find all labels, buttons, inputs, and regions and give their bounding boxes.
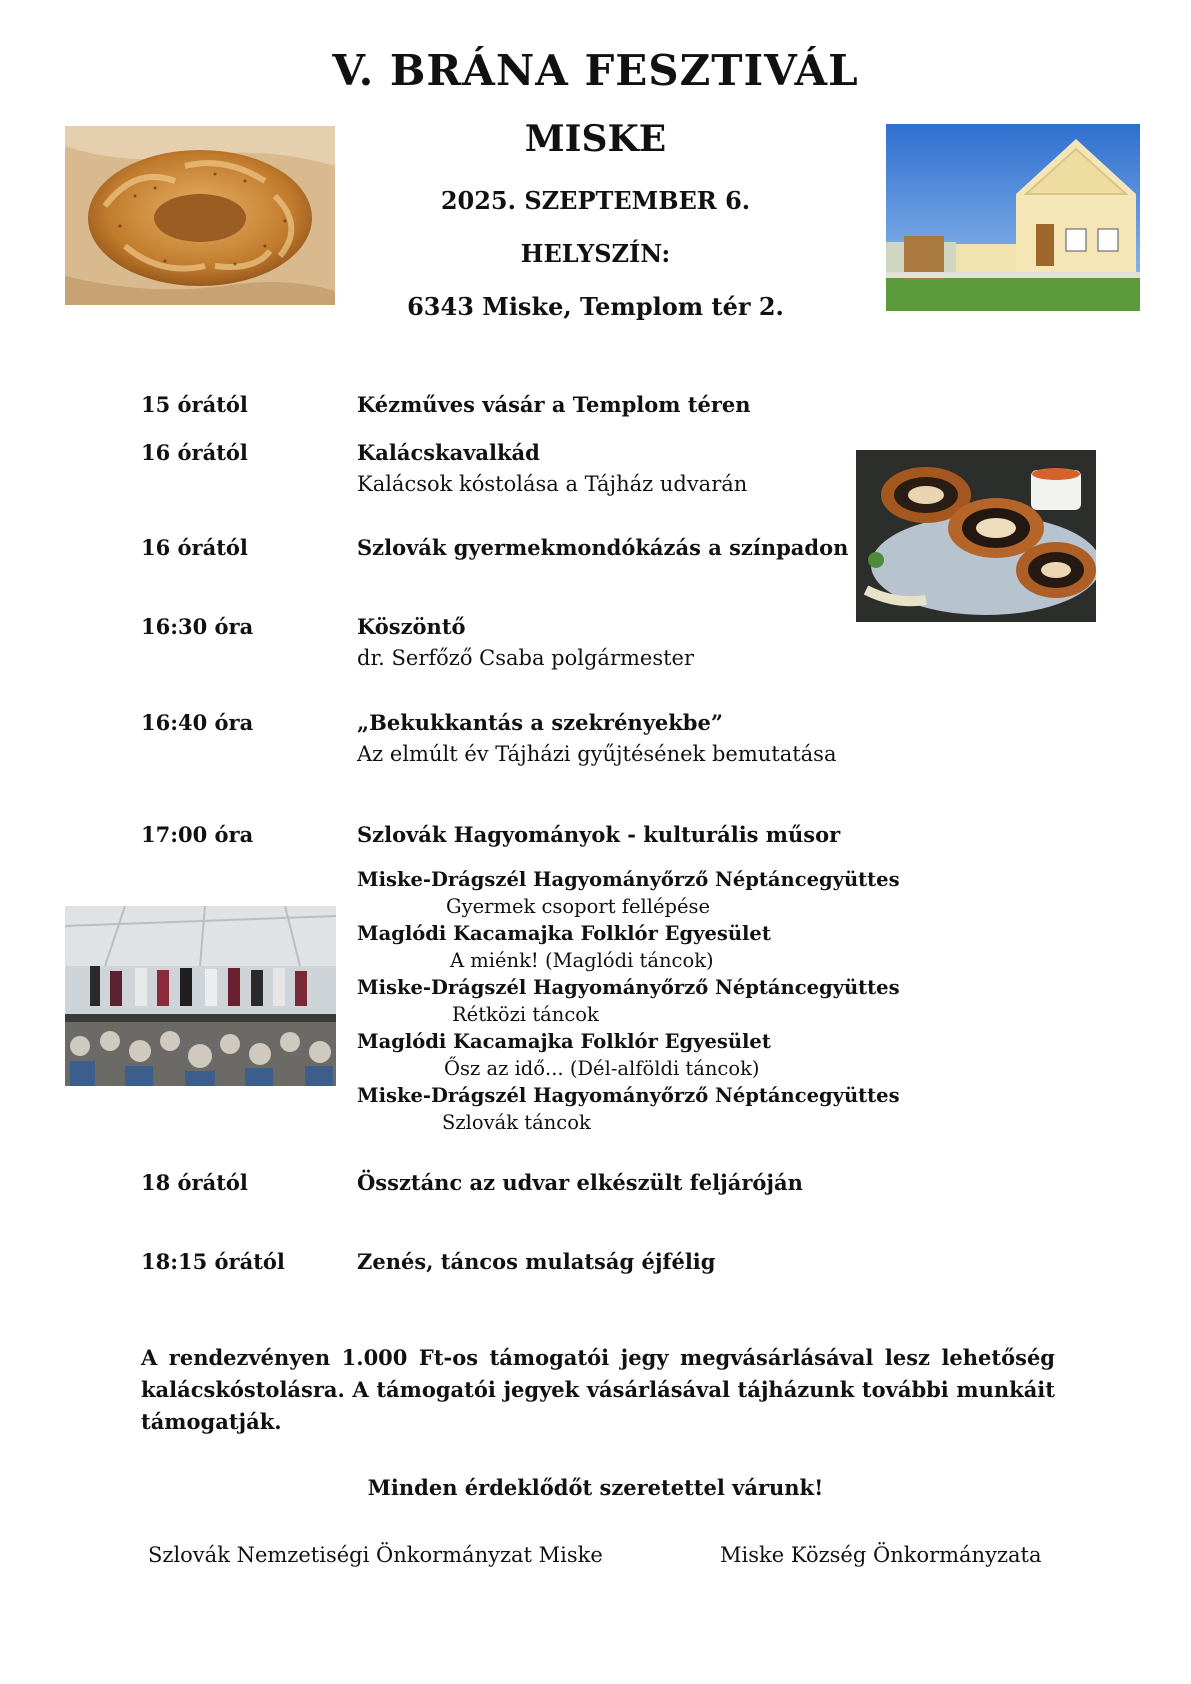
schedule-time: 16:40 óra bbox=[141, 710, 254, 735]
program-group: Miske-Drágszél Hagyományőrző Néptáncegyüttes bbox=[357, 868, 900, 891]
schedule-detail: dr. Serfőző Csaba polgármester bbox=[357, 646, 695, 670]
place-name: MISKE bbox=[524, 118, 667, 160]
page-title: V. BRÁNA FESZTIVÁL bbox=[332, 46, 859, 95]
braided-bread-photo bbox=[65, 126, 335, 305]
schedule-time: 17:00 óra bbox=[141, 822, 254, 847]
program-group: Miske-Drágszél Hagyományőrző Néptáncegyüttes bbox=[357, 1084, 900, 1107]
program-act: A miénk! (Maglódi táncok) bbox=[450, 949, 714, 972]
village-house-photo bbox=[886, 124, 1140, 311]
schedule-detail: Az elmúlt év Tájházi gyűjtésének bemutatása bbox=[357, 742, 837, 766]
schedule-time: 16:30 óra bbox=[141, 614, 254, 639]
poppy-seed-roll-photo bbox=[856, 450, 1096, 622]
program-act: Rétközi táncok bbox=[452, 1003, 599, 1026]
schedule-title: Össztánc az udvar elkészült feljáróján bbox=[357, 1170, 803, 1195]
schedule-title: Kalácskavalkád bbox=[357, 440, 540, 465]
organizer-right: Miske Község Önkormányzata bbox=[720, 1543, 1042, 1567]
venue-address: 6343 Miske, Templom tér 2. bbox=[407, 292, 784, 321]
event-date: 2025. SZEPTEMBER 6. bbox=[440, 186, 751, 215]
program-group: Miske-Drágszél Hagyományőrző Néptáncegyüttes bbox=[357, 976, 900, 999]
schedule-title: Köszöntő bbox=[357, 614, 466, 639]
program-group: Maglódi Kacamajka Folklór Egyesület bbox=[357, 1030, 771, 1053]
schedule-time: 18 órától bbox=[141, 1170, 248, 1195]
schedule-title: Szlovák gyermekmondókázás a színpadon bbox=[357, 535, 849, 560]
schedule-title: „Bekukkantás a szekrényekbe” bbox=[357, 710, 723, 735]
program-act: Ősz az idő... (Dél-alföldi táncok) bbox=[444, 1057, 760, 1080]
program-act: Gyermek csoport fellépése bbox=[446, 895, 711, 918]
welcome-text: Minden érdeklődőt szeretettel várunk! bbox=[367, 1475, 824, 1500]
schedule-time: 15 órától bbox=[141, 392, 248, 417]
program-group: Maglódi Kacamajka Folklór Egyesület bbox=[357, 922, 771, 945]
schedule-time: 16 órától bbox=[141, 440, 248, 465]
organizer-left: Szlovák Nemzetiségi Önkormányzat Miske bbox=[148, 1543, 603, 1567]
schedule-time: 18:15 órától bbox=[141, 1249, 285, 1274]
schedule-title: Zenés, táncos mulatság éjfélig bbox=[357, 1249, 716, 1274]
program-act: Szlovák táncok bbox=[442, 1111, 591, 1134]
schedule-title: Kézműves vásár a Templom téren bbox=[357, 392, 751, 417]
ticket-info-paragraph: A rendezvényen 1.000 Ft-os támogatói jegy megvásárlásával lesz lehetőség kalácskóstolásra. A támogatói jegyek vásárlásával tájházunk további munkáit támogatják. bbox=[141, 1345, 1055, 1434]
schedule-detail: Kalácsok kóstolása a Tájház udvarán bbox=[357, 472, 748, 496]
schedule-title: Szlovák Hagyományok - kulturális műsor bbox=[357, 822, 841, 847]
schedule-time: 16 órától bbox=[141, 535, 248, 560]
folk-dance-stage-photo bbox=[65, 906, 336, 1086]
venue-label: HELYSZÍN: bbox=[520, 239, 671, 268]
